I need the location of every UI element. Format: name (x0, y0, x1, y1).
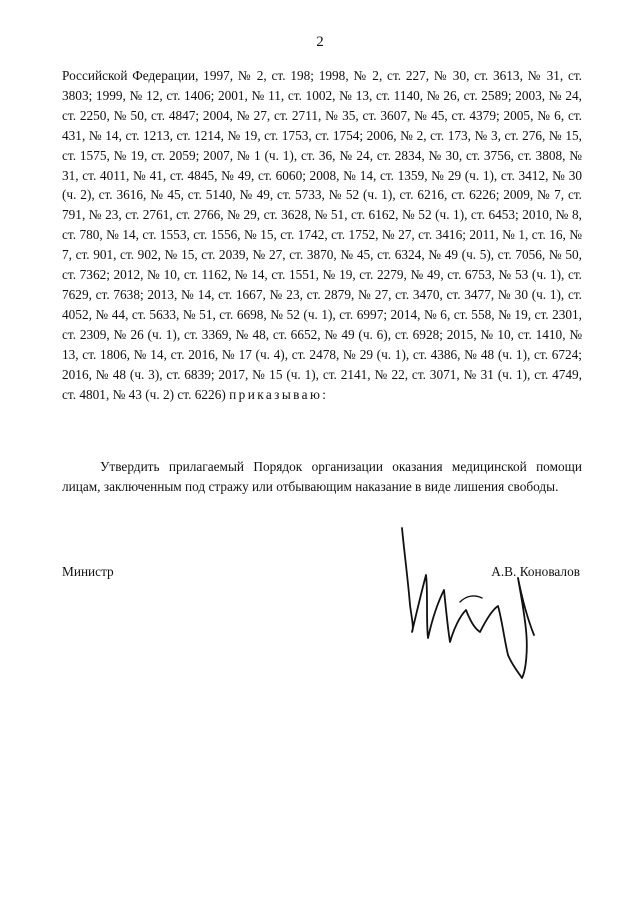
legal-references-text: Российской Федерации, 1997, № 2, ст. 198; 1998, № 2, ст. 227, № 30, ст. 3613, № 31, ст. 3803; 1999, № 12, ст. 1406; 2001, № 11, ст. 1002, № 13, ст. 1140, № 26, ст. 2589; 2003, № 24, ст. 2250, № 50, ст. 4847; 2004, № 27, ст. 2711, № 35, ст. 3607, № 45, ст. 4379; 2005, № 6, ст. 431, № 14, ст. 1213, ст. 1214, № 19, ст. 1753, ст. 1754; 2006, № 2, ст. 173, № 3, ст. 276, № 15, ст. 1575, № 19, ст. 2059; 2007, № 1 (ч. 1), ст. 36, № 24, ст. 2834, № 30, ст. 3756, ст. 3808, № 31, ст. 4011, № 41, ст. 4845, № 49, ст. 6060; 2008, № 14, ст. 1359, № 29 (ч. 1), ст. 3412, № 30 (ч. 2), ст. 3616, № 45, ст. 5140, № 49, ст. 5733, № 52 (ч. 1), ст. 6216, ст. 6226; 2009, № 7, ст. 791, № 23, ст. 2761, ст. 2766, № 29, ст. 3628, № 51, ст. 6162, № 52 (ч. 1), ст. 6453; 2010, № 8, ст. 780, № 14, ст. 1553, ст. 1556, № 15, ст. 1742, ст. 1752, № 27, ст. 3416; 2011, № 1, ст. 16, № 7, ст. 901, ст. 902, № 15, ст. 2039, № 27, ст. 3870, № 45, ст. 6324, № 49 (ч. 5), ст. 7056, № 50, ст. 7362; 2012, № 10, ст. 1162, № 14, ст. 1551, № 19, ст. 2279, № 49, ст. 6753, № 53 (ч. 1), ст. 7629, ст. 7638; 2013, № 14, ст. 1667, № 23, ст. 2879, № 27, ст. 3470, ст. 3477, № 30 (ч. 1), ст. 4052, № 44, ст. 5633, № 51, ст. 6698, № 52 (ч. 1), ст. 6997; 2014, № 6, ст. 558, № 19, ст. 2301, ст. 2309, № 26 (ч. 1), ст. 3369, № 48, ст. 6652, № 49 (ч. 6), ст. 6928; 2015, № 10, ст. 1410, № 13, ст. 1806, № 14, ст. 2016, № 17 (ч. 4), ст. 2478, № 29 (ч. 1), ст. 4386, № 48 (ч. 1), ст. 6724; 2016, № 48 (ч. 3), ст. 6839; 2017, № 15 (ч. 1), ст. 2141, № 22, ст. 3071, № 31 (ч. 1), ст. 4749, ст. 4801, № 43 (ч. 2) ст. 6226) (62, 68, 582, 402)
handwritten-signature (390, 520, 550, 690)
legal-references-paragraph (62, 66, 582, 404)
page-number: 2 (316, 34, 324, 50)
order-paragraph: Утвердить прилагаемый Порядок организации оказания медицинской помощи лицам, заключенным под стражу или отбывающим наказание в виде лишения свободы. (62, 459, 582, 494)
order-word: приказываю: (229, 386, 329, 402)
signatory-role: Министр (62, 564, 114, 579)
signatory-name: А.В. Коновалов (491, 564, 580, 579)
